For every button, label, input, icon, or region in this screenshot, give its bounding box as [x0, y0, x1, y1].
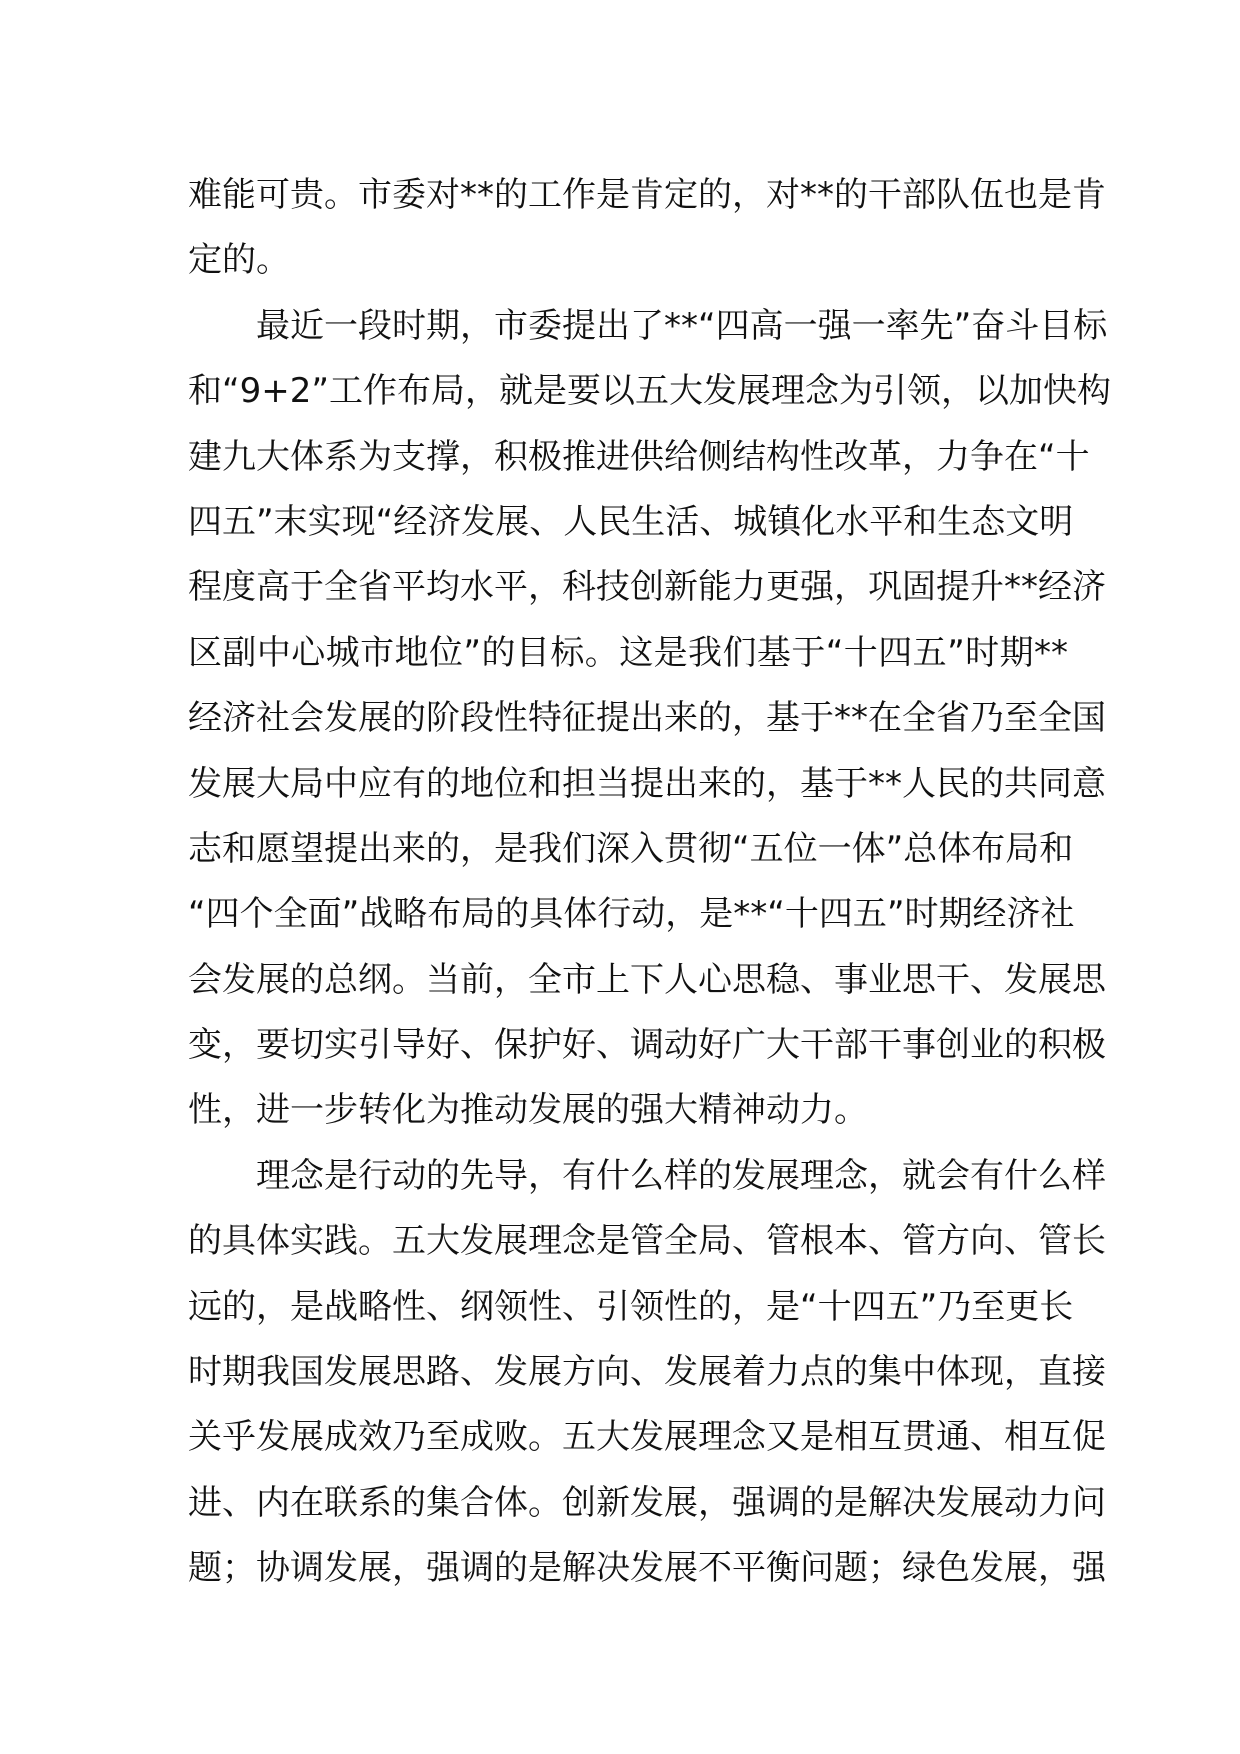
paragraph-1-line: 定的。: [188, 240, 290, 281]
paragraph-2-line: 发展大局中应有的地位和担当提出来的，基于**人民的共同意: [188, 763, 1106, 804]
paragraph-2-line: 经济社会发展的阶段性特征提出来的，基于**在全省乃至全国: [188, 698, 1106, 739]
paragraph-2-line: 区副中心城市地位”的目标。这是我们基于“十四五”时期**: [188, 632, 1068, 673]
paragraph-2-line: 性，进一步转化为推动发展的强大精神动力。: [188, 1090, 868, 1131]
paragraph-1-line: 难能可贵。市委对**的工作是肯定的，对**的干部队伍也是肯: [188, 175, 1106, 215]
paragraph-2-line: 程度高于全省平均水平，科技创新能力更强，巩固提升**经济: [188, 567, 1106, 608]
paragraph-2-line: 建九大体系为支撑，积极推进供给侧结构性改革，力争在“十: [188, 436, 1090, 477]
paragraph-2-line: 志和愿望提出来的，是我们深入贯彻“五位一体”总体布局和: [188, 828, 1074, 869]
document-body: [188, 163, 1111, 1602]
paragraph-3-line: 时期我国发展思路、发展方向、发展着力点的集中体现，直接: [188, 1352, 1106, 1393]
paragraph-2-line: 和“9+2”工作布局，就是要以五大发展理念为引领，以加快构: [188, 371, 1111, 412]
paragraph-3-line: 题；协调发展，强调的是解决发展不平衡问题；绿色发展，强: [188, 1548, 1106, 1589]
paragraph-3-line: 关乎发展成效乃至成败。五大发展理念又是相互贯通、相互促: [188, 1417, 1106, 1458]
paragraph-2-line: “四个全面”战略布局的具体行动，是**“十四五”时期经济社: [188, 894, 1075, 935]
paragraph-3-line: 进、内在联系的集合体。创新发展，强调的是解决发展动力问: [188, 1482, 1106, 1523]
paragraph-3-line: 理念是行动的先导，有什么样的发展理念，就会有什么样: [256, 1155, 1106, 1196]
paragraph-2-line: 四五”末实现“经济发展、人民生活、城镇化水平和生态文明: [188, 501, 1074, 542]
paragraph-3-line: 远的，是战略性、纲领性、引领性的，是“十四五”乃至更长: [188, 1286, 1074, 1327]
paragraph-3-line: 的具体实践。五大发展理念是管全局、管根本、管方向、管长: [188, 1221, 1106, 1262]
paragraph-2-line: 变，要切实引导好、保护好、调动好广大干部干事创业的积极: [188, 1025, 1106, 1066]
paragraph-2-line: 会发展的总纲。当前，全市上下人心思稳、事业思干、发展思: [188, 959, 1106, 1000]
paragraph-2-line: 最近一段时期，市委提出了**“四高一强一率先”奋斗目标: [256, 305, 1108, 346]
